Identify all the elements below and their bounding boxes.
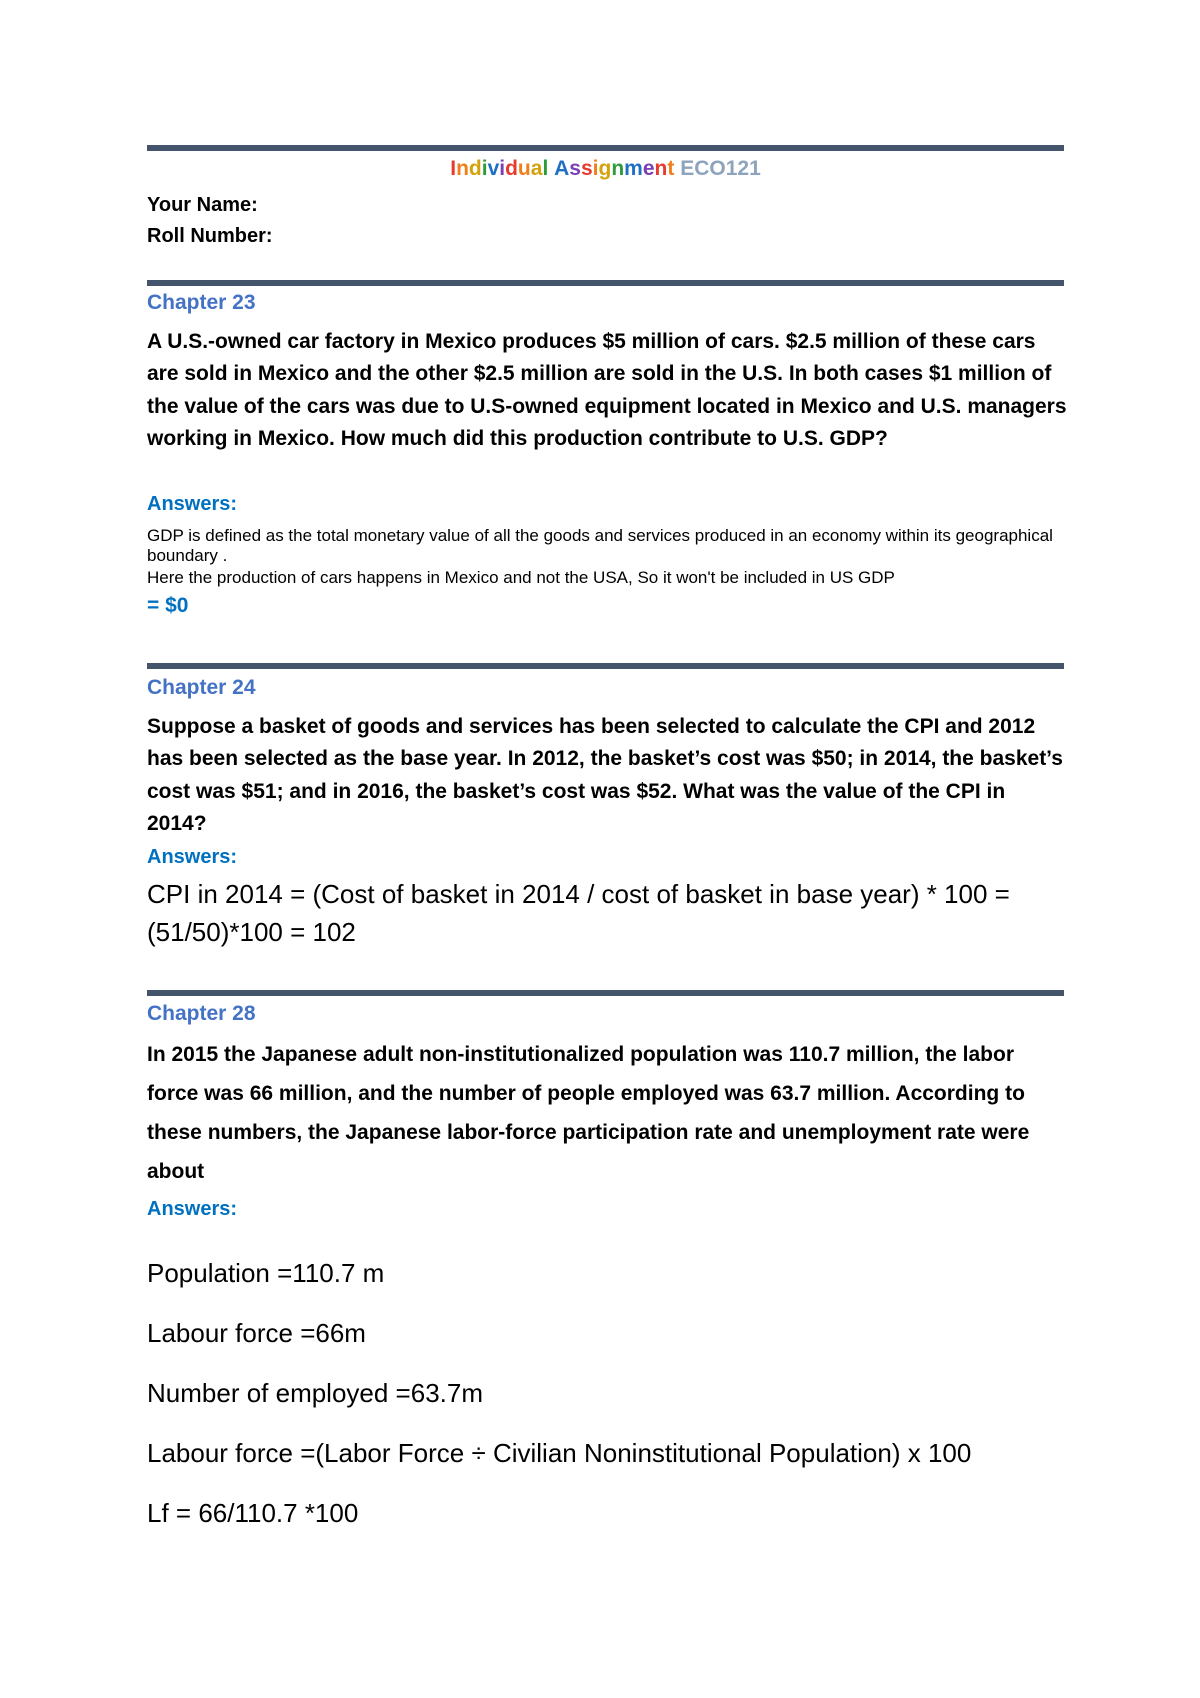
answer-formula-line: Labour force =(Labor Force ÷ Civilian Noninstitutional Population) x 100: [147, 1438, 972, 1468]
title-char: m: [624, 157, 643, 180]
chapter-24-heading: Chapter 24: [147, 676, 256, 699]
title-char: i: [592, 157, 599, 180]
title-char: g: [598, 157, 612, 180]
title-char: i: [481, 157, 488, 180]
title-char: v: [487, 157, 500, 180]
chapter-23-question: A U.S.-owned car factory in Mexico produces $5 million of cars. $2.5 million of these cars are sold in Mexico and the other $2.5 million are sold in the U.S. In both cases $1 million of the value of the cars was due to U.S-owned equipment located in Mexico and U.S. managers working in Mexico. How much did this production contribute to U.S. GDP?: [147, 330, 1067, 451]
chapter-24-answers-label: Answers:: [147, 846, 238, 868]
answer-labour-force-line: Labour force =66m: [147, 1318, 366, 1348]
chapter-23-answer-definition: GDP is defined as the total monetary value of all the goods and services produced in an economy within its geographical boundary .: [147, 526, 1053, 565]
title-char: I: [450, 157, 457, 180]
chapter-23-result: = $0: [147, 594, 189, 617]
roll-number-label: Roll Number:: [147, 225, 273, 247]
chapter-24-answer: CPI in 2014 = (Cost of basket in 2014 / cost of basket in base year) * 100 = (51/50)*100 = 102: [147, 879, 1010, 947]
document-title: [147, 155, 1064, 183]
chapter-28-question: In 2015 the Japanese adult non-institutionalized population was 110.7 million, the labor force was 66 million, and the number of people employed was 63.7 million. According to these numbers, the Japanese labor-force participation rate and unemployment rate were about: [147, 1043, 1030, 1183]
section-divider: [147, 990, 1064, 996]
title-char: u: [517, 157, 531, 180]
chapter-24-question: Suppose a basket of goods and services has been selected to calculate the CPI and 2012 has been selected as the base year. In 2012, the basket’s cost was $50; in 2014, the basket’s cost was $51; and in 2016, the basket’s cost was $52. What was the value of the CPI in 2014?: [147, 715, 1063, 836]
title-char: t: [667, 157, 675, 180]
title-char: n: [654, 157, 668, 180]
answer-population-line: Population =110.7 m: [147, 1258, 385, 1288]
title-char: n: [611, 157, 625, 180]
chapter-23-answers-label: Answers:: [147, 493, 238, 515]
section-divider: [147, 145, 1064, 151]
your-name-label: Your Name:: [147, 194, 258, 216]
section-divider: [147, 280, 1064, 286]
chapter-23-heading: Chapter 23: [147, 291, 256, 314]
title-char: s: [569, 157, 581, 180]
answer-calculation-line: Lf = 66/110.7 *100: [147, 1498, 359, 1528]
chapter-23-answer-explanation: Here the production of cars happens in Mexico and not the USA, So it won't be included in US GDP: [147, 568, 895, 587]
title-char: a: [530, 157, 543, 180]
title-char: l: [542, 157, 549, 180]
title-char: s: [580, 157, 593, 180]
title-char: d: [468, 157, 482, 180]
chapter-28-answers-label: Answers:: [147, 1198, 238, 1220]
chapter-28-heading: Chapter 28: [147, 1002, 256, 1025]
title-char: A: [554, 157, 570, 180]
title-assignment: [450, 157, 674, 180]
title-char: d: [505, 157, 518, 180]
title-char: n: [456, 157, 469, 180]
title-char: i: [499, 157, 506, 180]
title-char: e: [642, 157, 655, 180]
section-divider: [147, 663, 1064, 669]
answer-employed-line: Number of employed =63.7m: [147, 1378, 484, 1408]
title-course-code: ECO121: [674, 157, 761, 180]
